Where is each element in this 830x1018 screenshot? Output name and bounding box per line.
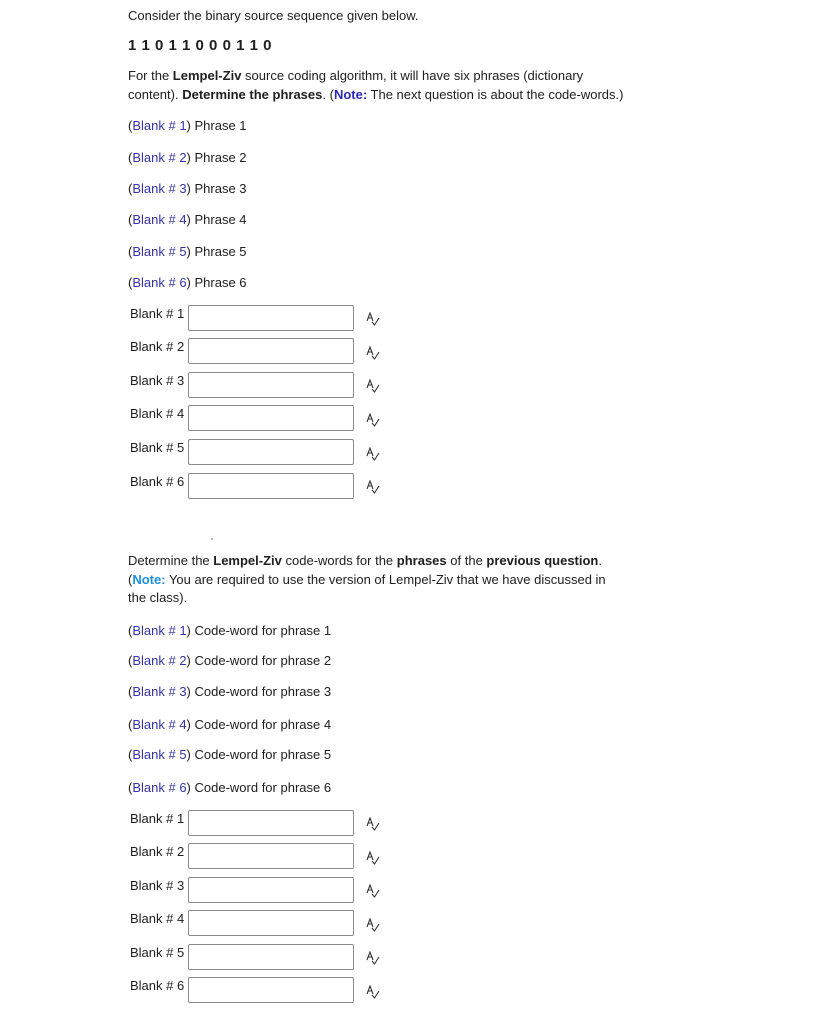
q2-item-5: (Blank # 5) Code-word for phrase 5 (128, 747, 332, 762)
spellcheck-icon[interactable] (366, 817, 380, 831)
blank-ref: Blank # 4 (132, 212, 187, 227)
q1-determine: Determine the phrases (182, 87, 323, 102)
spellcheck-icon[interactable] (366, 312, 380, 326)
q1-blank-input-2[interactable] (188, 338, 354, 364)
item-text: Code-word for phrase 2 (194, 653, 332, 668)
item-text: Code-word for phrase 4 (194, 717, 332, 732)
q1-note: Note: (333, 87, 368, 102)
q2-line1 (128, 551, 602, 570)
spellcheck-icon[interactable] (366, 480, 380, 494)
q2-text: . (598, 553, 602, 568)
spellcheck-icon[interactable] (366, 985, 380, 999)
q2-blank-input-4[interactable] (188, 910, 354, 936)
separator-dot (211, 538, 213, 540)
q1-lempel-ziv: Lempel-Ziv (172, 68, 242, 83)
q1-paragraph-line1 (128, 66, 583, 85)
q1-text: content). (128, 87, 183, 102)
blank-ref: Blank # 6 (132, 780, 187, 795)
q2-note: Note: (132, 572, 166, 587)
q1-item-4: (Blank # 4) Phrase 4 (128, 212, 247, 227)
spellcheck-icon[interactable] (366, 379, 380, 393)
q2-line2 (128, 570, 606, 589)
q2-text: You are required to use the version of Lempel-Ziv that we have discussed in (165, 572, 606, 587)
q2-blank-label-4: Blank # 4 (130, 911, 185, 926)
blank-ref: Blank # 4 (132, 717, 187, 732)
q1-paragraph-line2 (128, 85, 623, 104)
q1-item-2: (Blank # 2) Phrase 2 (128, 150, 247, 165)
q1-item-5: (Blank # 5) Phrase 5 (128, 244, 247, 259)
q2-text: code-words for the (281, 553, 397, 568)
q1-item-3: (Blank # 3) Phrase 3 (128, 181, 247, 196)
spellcheck-icon[interactable] (366, 851, 380, 865)
q2-text: ( (128, 572, 133, 587)
blank-ref: Blank # 5 (132, 747, 187, 762)
blank-ref: Blank # 3 (132, 181, 187, 196)
q2-item-4: (Blank # 4) Code-word for phrase 4 (128, 717, 332, 732)
binary-sequence: 1 1 0 1 1 0 0 0 1 1 0 (128, 37, 272, 54)
q2-previous-question: previous question (486, 553, 599, 568)
q2-blank-input-1[interactable] (188, 810, 354, 836)
q1-text: The next question is about the code-words.) (367, 87, 624, 102)
q2-item-6: (Blank # 6) Code-word for phrase 6 (128, 780, 332, 795)
blank-ref: Blank # 1 (132, 118, 187, 133)
q1-blank-input-1[interactable] (188, 305, 354, 331)
q2-blank-input-6[interactable] (188, 977, 354, 1003)
item-text: Phrase 4 (194, 212, 247, 227)
q1-text: source coding algorithm, it will have six phrases (dictionary (241, 68, 584, 83)
item-text: Phrase 6 (194, 275, 247, 290)
item-text: Phrase 2 (194, 150, 247, 165)
q1-blank-label-1: Blank # 1 (130, 306, 185, 321)
q1-blank-label-4: Blank # 4 (130, 406, 185, 421)
item-text: Phrase 1 (194, 118, 247, 133)
blank-ref: Blank # 1 (132, 623, 187, 638)
q2-text: Determine the (128, 553, 214, 568)
q2-blank-label-5: Blank # 5 (130, 945, 185, 960)
spellcheck-icon[interactable] (366, 346, 380, 360)
q2-text: of the (446, 553, 487, 568)
item-text: Code-word for phrase 6 (194, 780, 332, 795)
spellcheck-icon[interactable] (366, 884, 380, 898)
q1-blank-label-6: Blank # 6 (130, 474, 185, 489)
q2-item-1: (Blank # 1) Code-word for phrase 1 (128, 623, 332, 638)
q2-blank-label-1: Blank # 1 (130, 811, 185, 826)
q2-phrases: phrases (396, 553, 447, 568)
spellcheck-icon[interactable] (366, 413, 380, 427)
item-text: Code-word for phrase 5 (194, 747, 332, 762)
q1-intro: Consider the binary source sequence given below. (128, 8, 419, 23)
spellcheck-icon[interactable] (366, 951, 380, 965)
item-text: Code-word for phrase 3 (194, 684, 332, 699)
q1-blank-label-5: Blank # 5 (130, 440, 185, 455)
q1-text: . ( (322, 87, 334, 102)
q1-blank-input-3[interactable] (188, 372, 354, 398)
blank-ref: Blank # 5 (132, 244, 187, 259)
q2-item-3: (Blank # 3) Code-word for phrase 3 (128, 684, 332, 699)
blank-ref: Blank # 6 (132, 275, 187, 290)
q2-blank-input-5[interactable] (188, 944, 354, 970)
item-text: Phrase 3 (194, 181, 247, 196)
q1-item-6: (Blank # 6) Phrase 6 (128, 275, 247, 290)
q2-line3: the class). (128, 590, 188, 605)
q2-lempel-ziv: Lempel-Ziv (213, 553, 282, 568)
q2-blank-label-6: Blank # 6 (130, 978, 185, 993)
q2-blank-input-2[interactable] (188, 843, 354, 869)
q1-text: For the (128, 68, 173, 83)
q2-blank-label-3: Blank # 3 (130, 878, 185, 893)
blank-ref: Blank # 3 (132, 684, 187, 699)
item-text: Code-word for phrase 1 (194, 623, 332, 638)
q2-blank-label-2: Blank # 2 (130, 844, 185, 859)
q1-blank-input-6[interactable] (188, 473, 354, 499)
q1-blank-label-2: Blank # 2 (130, 339, 185, 354)
q2-item-2: (Blank # 2) Code-word for phrase 2 (128, 653, 332, 668)
q1-blank-input-5[interactable] (188, 439, 354, 465)
blank-ref: Blank # 2 (132, 653, 187, 668)
q1-blank-input-4[interactable] (188, 405, 354, 431)
q1-blank-label-3: Blank # 3 (130, 373, 185, 388)
q2-blank-input-3[interactable] (188, 877, 354, 903)
spellcheck-icon[interactable] (366, 918, 380, 932)
blank-ref: Blank # 2 (132, 150, 187, 165)
spellcheck-icon[interactable] (366, 447, 380, 461)
item-text: Phrase 5 (194, 244, 247, 259)
q1-item-1: (Blank # 1) Phrase 1 (128, 118, 247, 133)
